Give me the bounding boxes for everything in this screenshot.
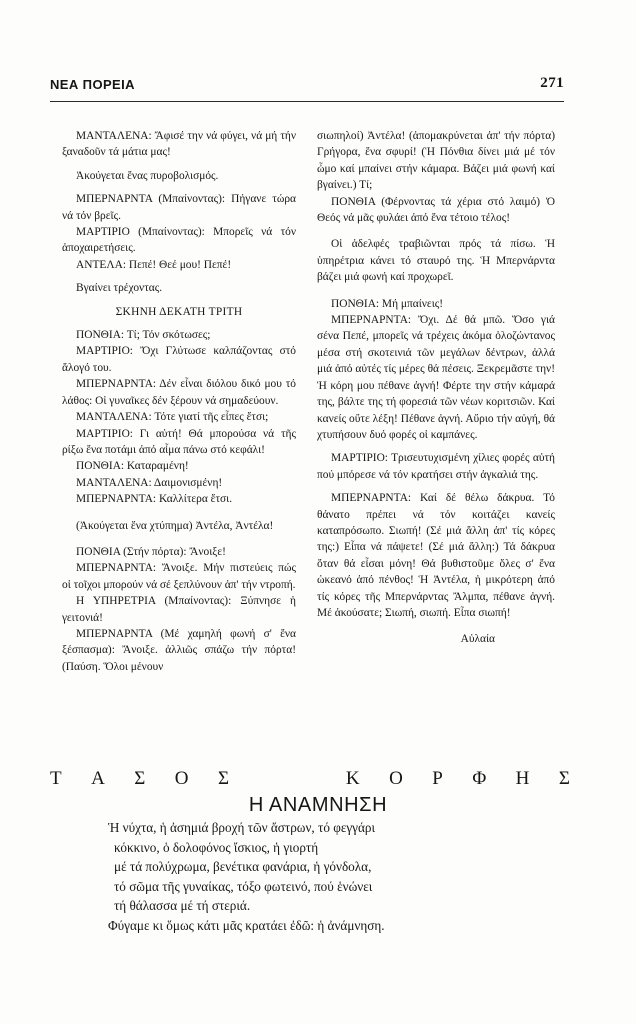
dialogue-paragraph: ΠΟΝΘΙΑ (Στήν πόρτα): Ἄνοιξε! (76, 545, 226, 558)
dialogue-paragraph: ΜΑΡΤΙΡΙΟ: Γι αὐτή! Θά μπορούσα νά τῆς ρίξω ἕνα ποτάμι ἀπό αἷμα πάνω στό κεφάλι! (62, 427, 296, 456)
poem-line: Ἡ νύχτα, ἡ ἀσημιά βροχή τῶν ἄστρων, τό φεγγάρι (108, 820, 376, 835)
curtain-note: Αὐλαία (460, 633, 495, 646)
dialogue-paragraph: ΜΠΕΡΝΑΡΝΤΑ: Καλλίτερα ἔτσι. (76, 493, 233, 506)
author-letter: Α (91, 768, 105, 789)
dialogue-paragraph: ΜΑΝΤΑΛΕΝΑ: Τότε γιατί τῆς εἶπες ἔτσι; (76, 411, 269, 424)
dialogue-paragraph: ΜΑΡΤΙΡΙΟ (Μπαίνοντας): Μπορεῖς νά τόν ἀποχαιρετήσεις. (62, 226, 296, 255)
header-rule (50, 101, 564, 102)
dialogue-paragraph: ΠΟΝΘΙΑ: Καταραμένη! (76, 460, 189, 473)
dialogue-paragraph: ΜΑΡΤΙΡΙΟ: Τρισευτυχισμένη χίλιες φορές αὐτή πού μπόρεσε νά τόν κρατήσει στήν ἀγκαλιά της. (317, 452, 555, 481)
dialogue-paragraph: ΜΑΝΤΑΛΕΝΑ: Ἄφισέ την νά φύγει, νά μή τήν ξαναδοῦν τά μάτια μας! (62, 130, 296, 159)
poem-line: Φύγαμε κι ὅμως κάτι μᾶς κρατάει ἐδῶ: ἡ ἀνάμνηση. (108, 917, 385, 933)
stage-direction: (Ἀκούγεται ἕνα χτύπημα) Ἀντέλα, Ἀντέλα! (76, 519, 274, 532)
journal-title: ΝΕΑ ΠΟΡΕΙΑ (50, 77, 135, 92)
poem-line: κόκκινο, ὁ δολοφόνος ἴσκιος, ἡ γιορτή (114, 839, 319, 855)
author-letter: Σ (558, 768, 570, 789)
poem-author (50, 768, 570, 790)
stage-direction: Βγαίνει τρέχοντας. (76, 282, 163, 295)
dialogue-paragraph: ΑΝΤΕΛΑ: Πεπέ! Θεέ μου! Πεπέ! (76, 258, 232, 271)
author-letter: Φ (472, 768, 487, 789)
poem-title: Η ΑΝΑΜΝΗΣΗ (248, 794, 388, 816)
poem-line: τή θάλασσα μέ τή στεριά. (114, 898, 251, 914)
poem-line: μέ τά πολύχρωμα, βενέτικα φανάρια, ἡ γόνδολα, (114, 859, 372, 875)
author-letter: Ο (174, 768, 189, 789)
right-text-column (317, 128, 555, 648)
dialogue-paragraph: ΜΑΝΤΑΛΕΝΑ: Δαιμονισμένη! (76, 476, 223, 489)
author-letter: Ο (389, 768, 403, 789)
dialogue-paragraph: ΠΟΝΘΙΑ (Φέρνοντας τά χέρια στό λαιμό) Ὁ Θεός νά μᾶς φυλάει ἀπό ἕνα τέτοιο τέλος! (317, 195, 555, 225)
dialogue-paragraph: ΜΠΕΡΝΑΡΝΤΑ: Ὄχι. Δέ θά μπῶ. Ὅσο γιά σένα Πεπέ, μπορεῖς νά τρέχεις ἀκόμα ὁλοζώντανος μέσα στή σκοτεινιά τῶν μεγάλων δέντρων, ἀλλά μιά ἀπό αὐτές τίς μέρες θά πέσεις. Ξεκρεμᾶστε την! Ἡ κόρη μου πέθανε ἁγνή! Φέρτε την στήν κάμαρά της, βάλτε της τή φορεσιά τῶν νέων κοριτσιῶν. Καί κανείς οὔτε λέξη! Πέθανε ἁγνή. Αὔριο τήν αὐγή, θά χτυπήσουν δυό φορές οἱ καμπάνες. (317, 314, 555, 441)
author-letter: Τ (50, 768, 62, 789)
dialogue-paragraph: ΜΠΕΡΝΑΡΝΤΑ (Μπαίνοντας): Πήγανε τώρα νά τόν βρεῖς. (62, 193, 296, 222)
page-number: 271 (540, 75, 564, 91)
dialogue-paragraph: ΠΟΝΘΙΑ: Μή μπαίνεις! (331, 297, 444, 310)
dialogue-paragraph: ΜΠΕΡΝΑΡΝΤΑ: Ἄνοιξε. Μήν πιστεύεις πώς οἱ τοῖχοι μπορούν νά σέ ξεπλύνουν ἀπ' τήν ντροπή. (62, 562, 296, 591)
dialogue-paragraph: ΜΠΕΡΝΑΡΝΤΑ: Καί δέ θέλω δάκρυα. Τό θάνατο πρέπει νά τόν κοιτάζει κανείς καταπρόσωπο. Σιωπή! (Σέ μιά ἄλλη ἀπ' τίς κόρες της:) Εἶπα νά πάψετε! (Σέ μιά ἄλλη:) Τά δάκρυα ὅταν θά εἶσαι μόνη! Θά βυθιστοῦμε ὅλες σ' ἕνα ὠκεανό ἀπό πένθος! Ἡ Ἀντέλα, ἡ μικρότερη ἀπό τίς κόρες τῆς Μπερνάρντας Ἄλμπα, πέθανε ἁγνή. Μέ ἀκούσατε; Σιωπή, σιωπή. Εἶπα σιωπή! (317, 492, 555, 619)
scene-heading: ΣΚΗΝΗ ΔΕΚΑΤΗ ΤΡΙΤΗ (115, 305, 243, 318)
dialogue-paragraph: ΜΠΕΡΝΑΡΝΤΑ (Μέ χαμηλή φωνή σ' ἕνα ξέσπασμα): Ἄνοιξε. ἀλλιῶς σπάζω τήν πόρτα! (Παύση. Ὅλοι μένουν (62, 627, 296, 673)
author-letter: Ρ (432, 768, 443, 789)
author-letter: Σ (134, 768, 146, 789)
author-letter: Κ (345, 768, 360, 789)
stage-direction: Ἀκούγεται ἕνας πυροβολισμός. (76, 169, 219, 182)
dialogue-paragraph: ΠΟΝΘΙΑ: Τί; Τόν σκότωσες; (76, 329, 211, 342)
running-head (50, 77, 564, 95)
author-letter: Σ (217, 768, 230, 789)
stage-direction: Οἱ ἀδελφές τραβιῶνται πρός τά πίσω. Ἡ ὑπηρέτρια κάνει τό σταυρό της. Ἡ Μπερνάρντα βάζει μιά φωνή καί προχωρεῖ. (317, 238, 555, 284)
dialogue-paragraph: Η ΥΠΗΡΕΤΡΙΑ (Μπαίνοντας): Ξύπνησε ἡ γειτονιά! (62, 595, 296, 624)
author-letter: Η (515, 768, 530, 789)
dialogue-paragraph: ΜΑΡΤΙΡΙΟ: Ὄχι Γλύτωσε καλπάζοντας στό ἄλογό του. (62, 345, 296, 374)
dialogue-paragraph: ΜΠΕΡΝΑΡΝΤΑ: Δέν εἶναι διόλου δικό μου τό λάθος: Οἱ γυναῖκες δέν ξέρουν νά σημαδεύουν. (62, 378, 296, 407)
poem-body (108, 818, 578, 936)
poem-line: τό σῶμα τῆς γυναίκας, τόξο φωτεινό, πού ἑνώνει (114, 878, 373, 894)
left-text-column (62, 128, 296, 675)
dialogue-paragraph: σιωπηλοί) Ἀντέλα! (ἀπομακρύνεται ἀπ' τήν πόρτα) Γρήγορα, ἕνα σφυρί! (Ἡ Πόνθια δίνει μιά μέ τόν ὦμο καί μπαίνει στήν κάμαρα. Βάζει μιά φωνή καί βγαίνει.) Τί; (317, 130, 555, 192)
